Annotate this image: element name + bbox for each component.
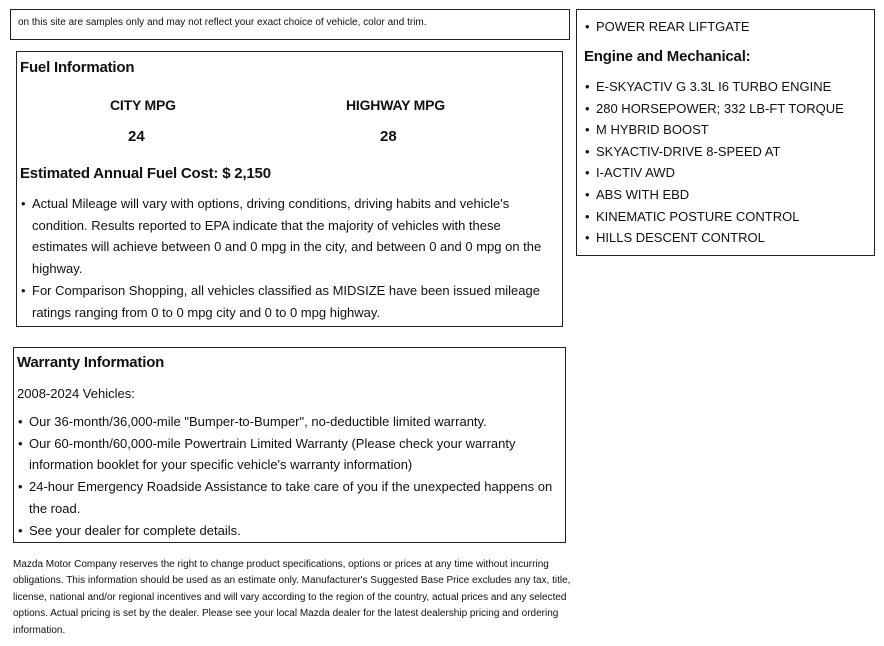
feature-item: • I-ACTIV AWD [584, 162, 844, 184]
annual-fuel-cost: Estimated Annual Fuel Cost: $ 2,150 [20, 165, 271, 182]
fuel-information-section [16, 51, 563, 327]
warranty-subheading: 2008-2024 Vehicles: [17, 386, 135, 401]
engine-mechanical-list [584, 76, 844, 249]
top-disclaimer-text: on this site are samples only and may not reflect your exact choice of vehicle, color and trim. [18, 17, 427, 28]
feature-item: • POWER REAR LIFTGATE [584, 16, 750, 38]
fuel-note: • For Comparison Shopping, all vehicles classified as MIDSIZE have been issued mileage ratings ranging from 0 to 0 mpg city and 0 to 0 mpg highway. [20, 280, 558, 323]
city-mpg-value: 24 [128, 128, 145, 145]
feature-item: • SKYACTIV-DRIVE 8-SPEED AT [584, 141, 844, 163]
feature-item: • KINEMATIC POSTURE CONTROL [584, 206, 844, 228]
engine-mechanical-heading: Engine and Mechanical: [584, 48, 751, 65]
warranty-information-section [13, 347, 566, 543]
features-section [576, 9, 875, 256]
city-mpg-label: CITY MPG [110, 97, 176, 113]
top-disclaimer-box [10, 9, 570, 40]
feature-item: • HILLS DESCENT CONTROL [584, 227, 844, 249]
fuel-notes [20, 193, 558, 323]
feature-item: • 280 HORSEPOWER; 332 LB-FT TORQUE [584, 98, 844, 120]
warranty-heading: Warranty Information [17, 354, 165, 371]
feature-item: • E-SKYACTIV G 3.3L I6 TURBO ENGINE [584, 76, 844, 98]
feature-top-list [584, 16, 750, 38]
legal-footer: Mazda Motor Company reserves the right to change product specifications, options or prices at any time without incurring obligations. This information should be used as an estimate only. Manufacturer's Suggested Base Price excludes any tax, title, license, national and/or regional incentives and will vary according to the region of the country, actual prices and any selected options. Actual pricing is set by the dealer. Please see your local Mazda dealer for the latest dealership pricing and ordering information. [13, 559, 571, 636]
highway-mpg-value: 28 [380, 128, 397, 145]
feature-item: • ABS WITH EBD [584, 184, 844, 206]
warranty-item: • 24-hour Emergency Roadside Assistance to take care of you if the unexpected happens on the road. [17, 476, 562, 519]
highway-mpg-label: HIGHWAY MPG [346, 97, 445, 113]
feature-item: • M HYBRID BOOST [584, 119, 844, 141]
fuel-heading: Fuel Information [20, 59, 135, 76]
warranty-item: • Our 36-month/36,000-mile "Bumper-to-Bumper", no-deductible limited warranty. [17, 411, 562, 433]
warranty-list [17, 411, 562, 541]
warranty-item: • Our 60-month/60,000-mile Powertrain Limited Warranty (Please check your warranty information booklet for your specific vehicle's warranty information) [17, 433, 562, 476]
warranty-item: • See your dealer for complete details. [17, 520, 562, 542]
fuel-note: • Actual Mileage will vary with options, driving conditions, driving habits and vehicle's condition. Results reported to EPA indicate that the majority of vehicles with these estimates will achieve between 0 and 0 mpg in the city, and between 0 and 0 mpg on the highway. [20, 193, 558, 280]
